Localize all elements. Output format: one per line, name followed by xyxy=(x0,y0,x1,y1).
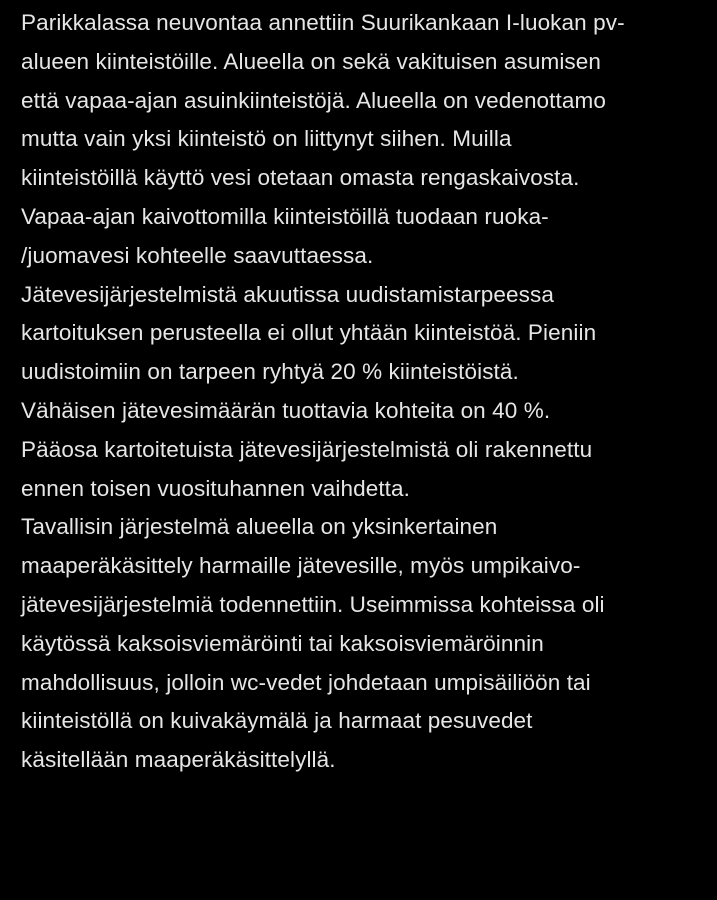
text-line: maaperäkäsittely harmaille jätevesille, myös umpikaivo- xyxy=(21,553,581,579)
text-line: Vapaa-ajan kaivottomilla kiinteistöillä tuodaan ruoka- xyxy=(21,203,549,229)
text-line: että vapaa-ajan asuinkiinteistöjä. Alueella on vedenottamo xyxy=(21,87,606,113)
text-line: Tavallisin järjestelmä alueella on yksinkertainen xyxy=(21,514,498,540)
text-line: mahdollisuus, jolloin wc-vedet johdetaan umpisäiliöön tai xyxy=(21,669,591,695)
body-text xyxy=(21,4,693,780)
text-line: kartoituksen perusteella ei ollut yhtään kiinteistöä. Pieniin xyxy=(21,320,597,346)
text-line: Vähäisen jätevesimäärän tuottavia kohteita on 40 %. xyxy=(21,397,551,423)
text-line: Jätevesijärjestelmistä akuutissa uudistamistarpeessa xyxy=(21,281,554,307)
text-line: alueen kiinteistöille. Alueella on sekä vakituisen asumisen xyxy=(21,48,601,74)
text-line: mutta vain yksi kiinteistö on liittynyt siihen. Muilla xyxy=(21,126,512,152)
text-line: kiinteistöllä on kuivakäymälä ja harmaat pesuvedet xyxy=(21,708,533,734)
text-line: /juomavesi kohteelle saavuttaessa. xyxy=(21,242,374,268)
text-line: ennen toisen vuosituhannen vaihdetta. xyxy=(21,475,411,501)
text-line: jätevesijärjestelmiä todennettiin. Useimmissa kohteissa oli xyxy=(21,591,605,617)
text-line: käsitellään maaperäkäsittelyllä. xyxy=(21,747,336,773)
text-line: käytössä kaksoisviemäröinti tai kaksoisviemäröinnin xyxy=(21,630,544,656)
text-line: uudistoimiin on tarpeen ryhtyä 20 % kiinteistöistä. xyxy=(21,359,519,385)
text-line: Parikkalassa neuvontaa annettiin Suurikankaan I-luokan pv- xyxy=(21,10,625,35)
text-line: Pääosa kartoitetuista jätevesijärjestelmistä oli rakennettu xyxy=(21,436,593,462)
text-line: kiinteistöillä käyttö vesi otetaan omasta rengaskaivosta. xyxy=(21,165,580,191)
